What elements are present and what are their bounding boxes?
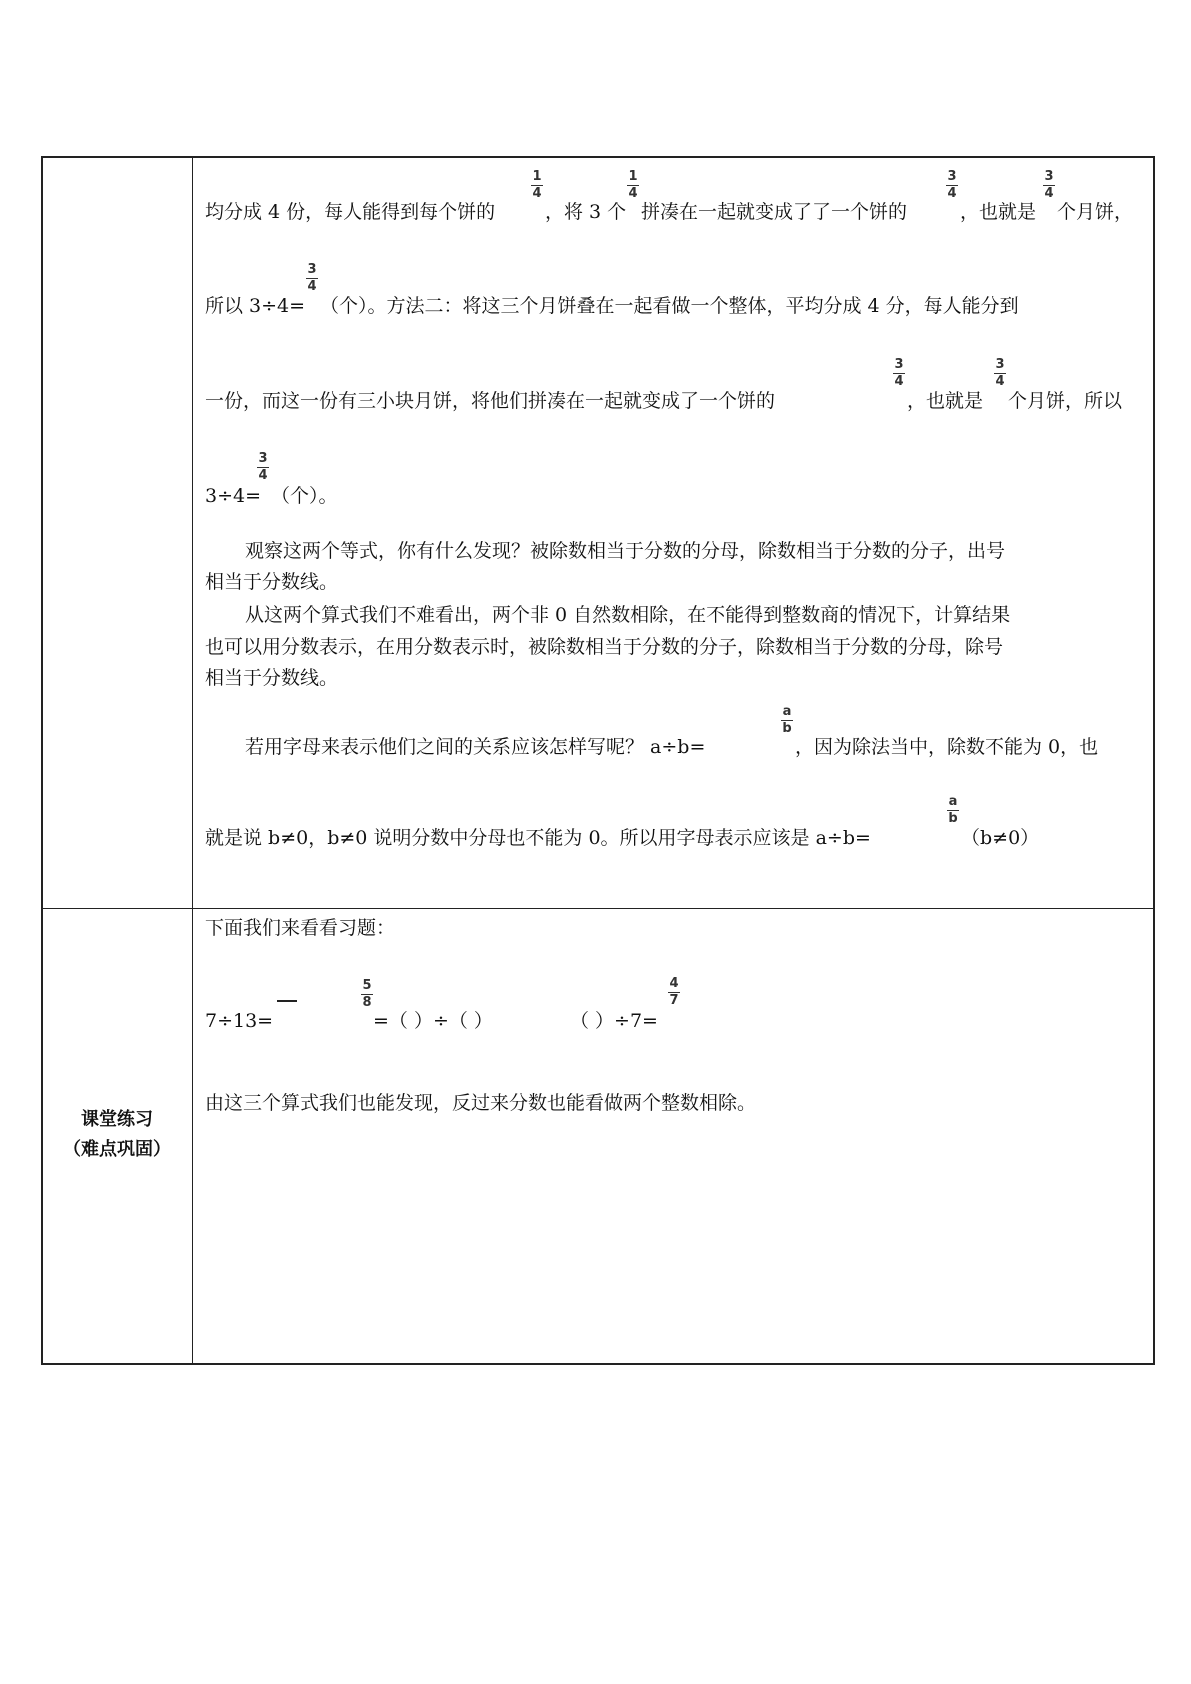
fraction-denominator: 4 bbox=[532, 186, 542, 201]
section-label bbox=[41, 1105, 193, 1165]
p1-line3-text-b: ，也就是 bbox=[907, 390, 984, 412]
fraction-numerator: 1 bbox=[628, 169, 638, 184]
p2-line1: 观察这两个等式，你有什么发现？被除数相当于分数的分母，除数相当于分数的分子，出号 bbox=[245, 540, 1006, 562]
fraction-numerator: 5 bbox=[362, 978, 372, 993]
fraction-numerator: 3 bbox=[995, 357, 1005, 372]
fraction-three-quarters bbox=[257, 452, 269, 483]
fraction-three-quarters bbox=[306, 263, 318, 294]
p1-line4-text-a: 3÷4= bbox=[205, 485, 262, 507]
fraction-three-quarters bbox=[946, 170, 958, 201]
p4-line1-text-a: 若用字母来表示他们之间的关系应该怎样写呢？ a÷b= bbox=[245, 736, 706, 758]
section-label-line2: （难点巩固） bbox=[63, 1139, 171, 1160]
fraction-numerator: a bbox=[782, 704, 792, 719]
fraction-five-eighths bbox=[361, 979, 373, 1010]
table-border-top bbox=[41, 156, 1155, 158]
fraction-denominator: 8 bbox=[362, 995, 372, 1010]
exercise-conclusion: 由这三个算式我们也能发现，反过来分数也能看做两个整数相除。 bbox=[205, 1092, 757, 1114]
fraction-numerator: 3 bbox=[894, 357, 904, 372]
fraction-a-over-b bbox=[781, 705, 793, 736]
fraction-denominator: b bbox=[948, 811, 958, 826]
table-border-bottom bbox=[41, 1363, 1155, 1365]
p1-line1-text-a: 均分成 4 份，每人能得到每个饼的 bbox=[205, 201, 496, 223]
fraction-three-quarters bbox=[1043, 170, 1055, 201]
p1-line1-text-b: ，将 3 个 bbox=[545, 201, 627, 223]
fraction-numerator: 3 bbox=[258, 451, 268, 466]
p1-line3-text-a: 一份，而这一份有三小块月饼，将他们拼凑在一起就变成了一个饼的 bbox=[205, 390, 776, 412]
fraction-denominator: 4 bbox=[894, 374, 904, 389]
fraction-one-quarter bbox=[627, 170, 639, 201]
p3-line2: 也可以用分数表示，在用分数表示时，被除数相当于分数的分子，除数相当于分数的分母，除号 bbox=[205, 636, 1004, 658]
exercise-intro: 下面我们来看看习题： bbox=[205, 917, 396, 939]
p1-line1-text-c: 拼凑在一起就变成了了一个饼的 bbox=[641, 201, 908, 223]
section-label-line1: 课堂练习 bbox=[81, 1109, 153, 1130]
p3-line3: 相当于分数线。 bbox=[205, 667, 339, 689]
fraction-numerator: a bbox=[948, 794, 958, 809]
p1-line1-text-d: ，也就是 bbox=[960, 201, 1037, 223]
fraction-numerator: 3 bbox=[307, 262, 317, 277]
fraction-denominator: 4 bbox=[1044, 186, 1054, 201]
fraction-denominator: b bbox=[782, 721, 792, 736]
table-column-divider bbox=[192, 156, 193, 1365]
fraction-one-quarter bbox=[531, 170, 543, 201]
fraction-numerator: 4 bbox=[669, 976, 679, 991]
fraction-four-sevenths bbox=[668, 977, 680, 1008]
p4-line2-text-b: （b≠0） bbox=[961, 827, 1040, 849]
fraction-denominator: 4 bbox=[258, 468, 268, 483]
table-row-divider bbox=[41, 908, 1155, 909]
fraction-three-quarters bbox=[994, 358, 1006, 389]
p1-line1-text-e: 个月饼， bbox=[1057, 201, 1134, 223]
exercise-eq-c: （ ）÷7= bbox=[570, 1010, 658, 1032]
p1-line3-text-c: 个月饼，所以 bbox=[1008, 390, 1123, 412]
table-border-left bbox=[41, 156, 43, 1365]
fraction-three-quarters bbox=[893, 358, 905, 389]
fraction-denominator: 4 bbox=[947, 186, 957, 201]
blank-fraction-bar bbox=[277, 1000, 297, 1002]
p4-line1-text-b: ，因为除法当中，除数不能为 0，也 bbox=[795, 736, 1099, 758]
fraction-numerator: 1 bbox=[532, 169, 542, 184]
p3-line1: 从这两个算式我们不难看出，两个非 0 自然数相除，在不能得到整数商的情况下，计算结果 bbox=[245, 604, 1011, 626]
exercise-eq-a: 7÷13= bbox=[205, 1010, 274, 1032]
fraction-denominator: 4 bbox=[628, 186, 638, 201]
fraction-denominator: 7 bbox=[669, 993, 679, 1008]
exercise-eq-b: =（ ）÷（ ） bbox=[373, 1010, 493, 1032]
p1-line2-text-b: （个）。方法二：将这三个月饼叠在一起看做一个整体，平均分成 4 分，每人能分到 bbox=[320, 295, 1019, 317]
fraction-numerator: 3 bbox=[947, 169, 957, 184]
fraction-a-over-b bbox=[947, 795, 959, 826]
fraction-numerator: 3 bbox=[1044, 169, 1054, 184]
table-border-right bbox=[1153, 156, 1155, 1365]
p1-line4-text-b: （个）。 bbox=[271, 485, 338, 507]
fraction-denominator: 4 bbox=[995, 374, 1005, 389]
fraction-denominator: 4 bbox=[307, 279, 317, 294]
p4-line2-text-a: 就是说 b≠0，b≠0 说明分数中分母也不能为 0。所以用字母表示应该是 a÷b= bbox=[205, 827, 871, 849]
p2-line2: 相当于分数线。 bbox=[205, 571, 339, 593]
p1-line2-text-a: 所以 3÷4= bbox=[205, 295, 306, 317]
